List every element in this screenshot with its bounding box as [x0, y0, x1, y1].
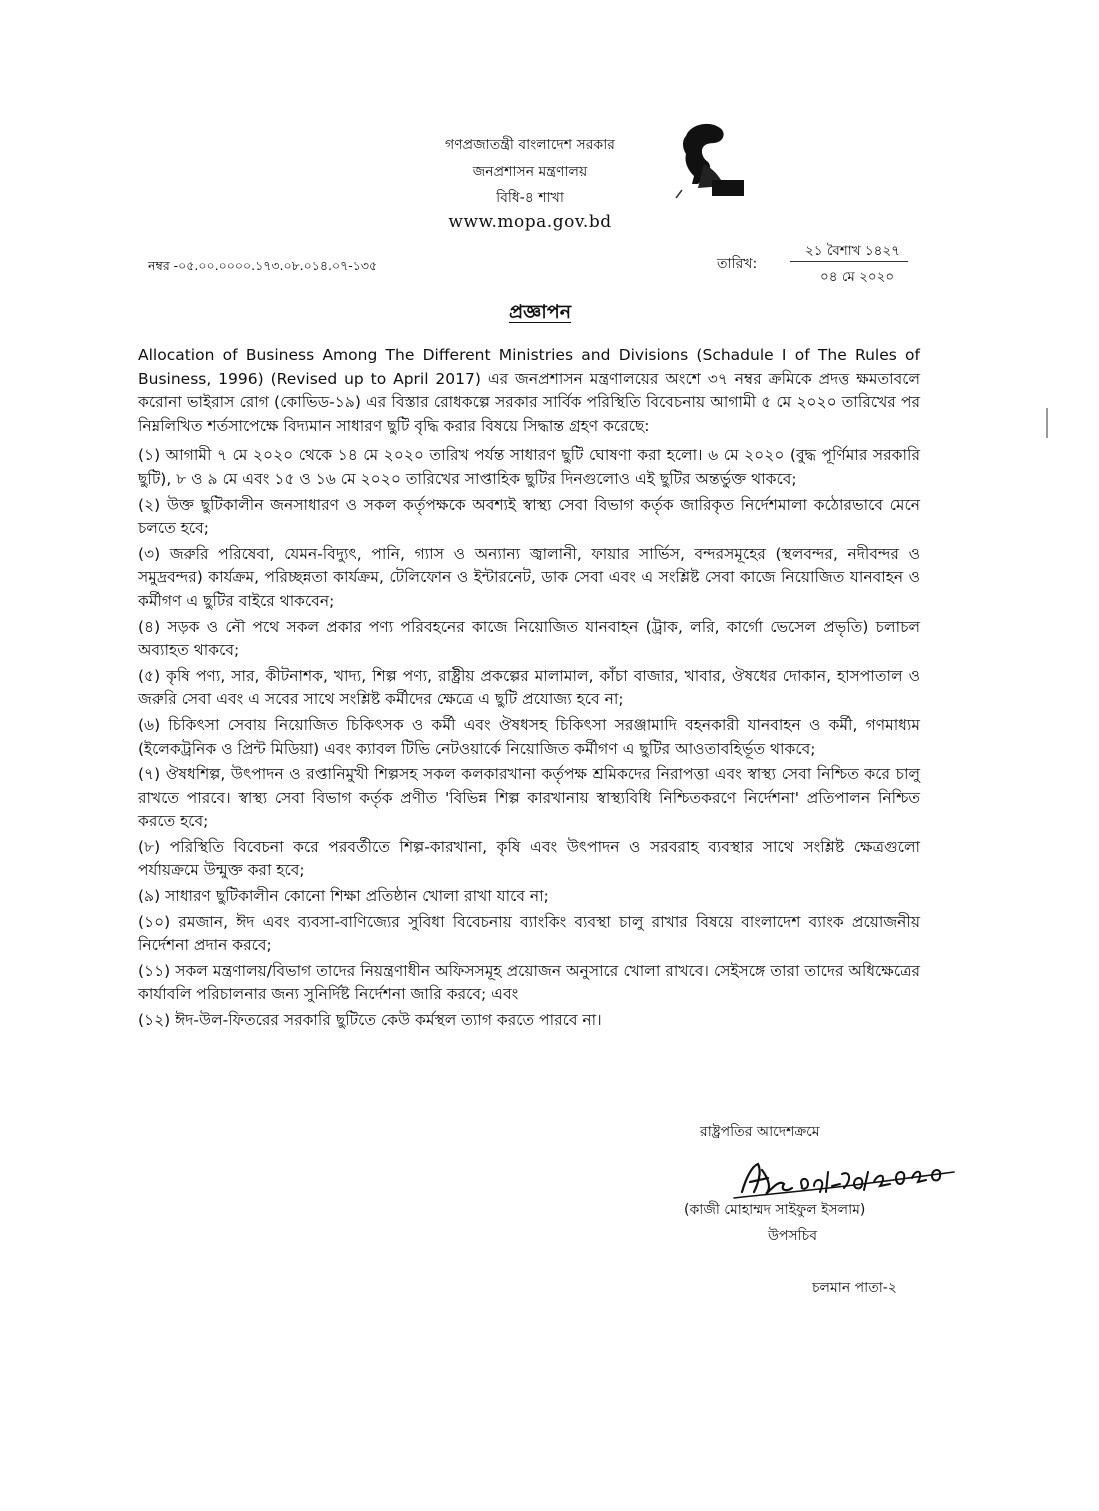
intro-paragraph: Allocation of Business Among The Different Ministries and Divisions (Schadule I of The Rules of Business, 1996) (Revised up to April 2017) এর জনপ্রশাসন মন্ত্রণালয়ের অংশে ৩৭ নম্বর ক্রমিকে প্রদত্ত ক্ষমতাবলে করোনা ভাইরাস রোগ (কোভিড-১৯) এর বিস্তার রোধকল্পে সরকার সার্বিক পরিস্থিতি বিবেচনায় আগামী ৫ মে ২০২০ তারিখের পর নিম্নলিখিত শর্তসাপেক্ষে বিদ্যমান সাধারণ ছুটি বৃদ্ধি করার বিষয়ে সিদ্ধান্ত গ্রহণ করেছে: — [138, 346, 920, 435]
point-5: (৫) কৃষি পণ্য, সার, কীটনাশক, খাদ্য, শিল্প পণ্য, রাষ্ট্রীয় প্রকল্পের মালামাল, কাঁচা বাজার, খাবার, ঔষধের দোকান, হাসপাতাল ও জরুরি সেবা এবং এ সবের সাথে সংশ্লিষ্ট কর্মীদের ক্ষেত্রে এ ছুটি প্রযোজ্য হবে না; — [138, 666, 920, 709]
date-label: তারিখ: — [717, 256, 758, 272]
point-4: (৪) সড়ক ও নৌ পথে সকল প্রকার পণ্য পরিবহনের কাজে নিয়োজিত যানবাহন (ট্রাক, লরি, কার্গো ভেসেল প্রভৃতি) চলাচল অব্যাহত থাকবে; — [138, 617, 920, 660]
government-name: গণপ্রজাতন্ত্রী বাংলাদেশ সরকার — [445, 137, 615, 153]
notification-body — [138, 344, 920, 1035]
continuation-note: চলমান পাতা-২ — [812, 1280, 897, 1296]
point-11: (১১) সকল মন্ত্রণালয়/বিভাগ তাদের নিয়ন্ত্রণাধীন অফিসসমূহ প্রয়োজন অনুসারে খোলা রাখবে। সেইসঙ্গে তারা তাদের অধিক্ষেত্রের কার্যাবলি পরিচালনার জন্য সুনির্দিষ্ট নির্দেশনা জারি করবে; এবং — [138, 961, 920, 1004]
signatory-designation: উপসচিব — [768, 1228, 818, 1244]
point-12: (১২) ঈদ-উল-ফিতরের সরকারি ছুটিতে কেউ কর্মস্থল ত্যাগ করতে পারবে না। — [138, 1011, 602, 1030]
date-divider — [790, 261, 908, 262]
date-gregorian: ০৪ মে ২০২০ — [820, 269, 895, 285]
point-6: (৬) চিকিৎসা সেবায় নিয়োজিত চিকিৎসক ও কর্মী এবং ঔষধসহ চিকিৎসা সরঞ্জামাদি বহনকারী যানবাহন ও কর্মী, গণমাধ্যম (ইলেকট্রনিক ও প্রিন্ট মিডিয়া) এবং ক্যাবল টিভি নেটওয়ার্কে নিয়োজিত কর্মীগণ এ ছুটির আওতাবহির্ভূত থাকবে; — [138, 715, 920, 758]
website-url: www.mopa.gov.bd — [448, 212, 612, 232]
point-10: (১০) রমজান, ঈদ এবং ব্যবসা-বাণিজ্যের সুবিধা বিবেচনায় ব্যাংকিং ব্যবস্থা চালু রাখার বিষয়ে বাংলাদেশ ব্যাংক প্রয়োজনীয় নির্দেশনা প্রদান করবে; — [138, 912, 920, 955]
document-title: প্রজ্ঞাপন — [508, 301, 572, 323]
point-8: (৮) পরিস্থিতি বিবেচনা করে পরবর্তীতে শিল্প-কারখানা, কৃষি এবং উৎপাদন ও সরবরাহ ব্যবস্থার সাথে সংশ্লিষ্ট ক্ষেত্রগুলো পর্যায়ক্রমে উন্মুক্ত করা হবে; — [138, 837, 920, 880]
section-name: বিধি-৪ শাখা — [496, 190, 564, 206]
memo-number: নম্বর -০৫.০০.০০০০.১৭৩.০৮.০১৪.০৭-১৩৫ — [148, 258, 378, 273]
point-7: (৭) ঔষধশিল্প, উৎপাদন ও রপ্তানিমুখী শিল্পসহ সকল কলকারখানা কর্তৃপক্ষ শ্রমিকদের নিরাপত্তা এবং স্বাস্থ্য সেবা নিশ্চিত করে চালু রাখতে পারবে। স্বাস্থ্য সেবা বিভাগ কর্তৃক প্রণীত 'বিভিন্ন শিল্প কারখানায় স্বাস্থ্যবিধি নিশ্চিতকরণে নির্দেশনা' প্রতিপালন নিশ্চিত করতে হবে; — [138, 765, 920, 831]
mujib-borsho-logo-icon — [668, 118, 748, 210]
point-2: (২) উক্ত ছুটিকালীন জনসাধারণ ও সকল কর্তৃপক্ষকে অবশ্যই স্বাস্থ্য সেবা বিভাগ কর্তৃক জারিকৃত নির্দেশমালা কঠোরভাবে মেনে চলতে হবে; — [138, 495, 920, 538]
point-1: (১) আগামী ৭ মে ২০২০ থেকে ১৪ মে ২০২০ তারিখ পর্যন্ত সাধারণ ছুটি ঘোষণা করা হলো। ৬ মে ২০২০ (বুদ্ধ পূর্ণিমার সরকারি ছুটি), ৮ ও ৯ মে এবং ১৫ ও ১৬ মে ২০২০ তারিখের সাপ্তাহিক ছুটির দিনগুলোও এই ছুটির অন্তর্ভুক্ত থাকবে; — [138, 446, 920, 488]
date-bangla: ২১ বৈশাখ ১৪২৭ — [805, 243, 900, 259]
ministry-name: জনপ্রশাসন মন্ত্রণালয় — [472, 164, 588, 180]
order-line: রাষ্ট্রপতির আদেশক্রমে — [700, 1124, 820, 1140]
point-3: (৩) জরুরি পরিষেবা, যেমন-বিদ্যুৎ, পানি, গ্যাস ও অন্যান্য জ্বালানী, ফায়ার সার্ভিস, বন্দরসমূহের (স্থলবন্দর, নদীবন্দর ও সমুদ্রবন্দর) কার্যক্রম, পরিচ্ছন্নতা কার্যক্রম, টেলিফোন ও ইন্টারনেট, ডাক সেবা এবং এ সংশ্লিষ্ট সেবা কাজে নিয়োজিত যানবাহন ও কর্মীগণ এ ছুটির বাইরে থাকবেন; — [138, 544, 920, 610]
point-9: (৯) সাধারণ ছুটিকালীন কোনো শিক্ষা প্রতিষ্ঠান খোলা রাখা যাবে না; — [138, 887, 549, 906]
signatory-name: (কাজী মোহাম্মদ সাইফুল ইসলাম) — [684, 1202, 866, 1218]
scan-margin-mark — [1046, 408, 1048, 438]
